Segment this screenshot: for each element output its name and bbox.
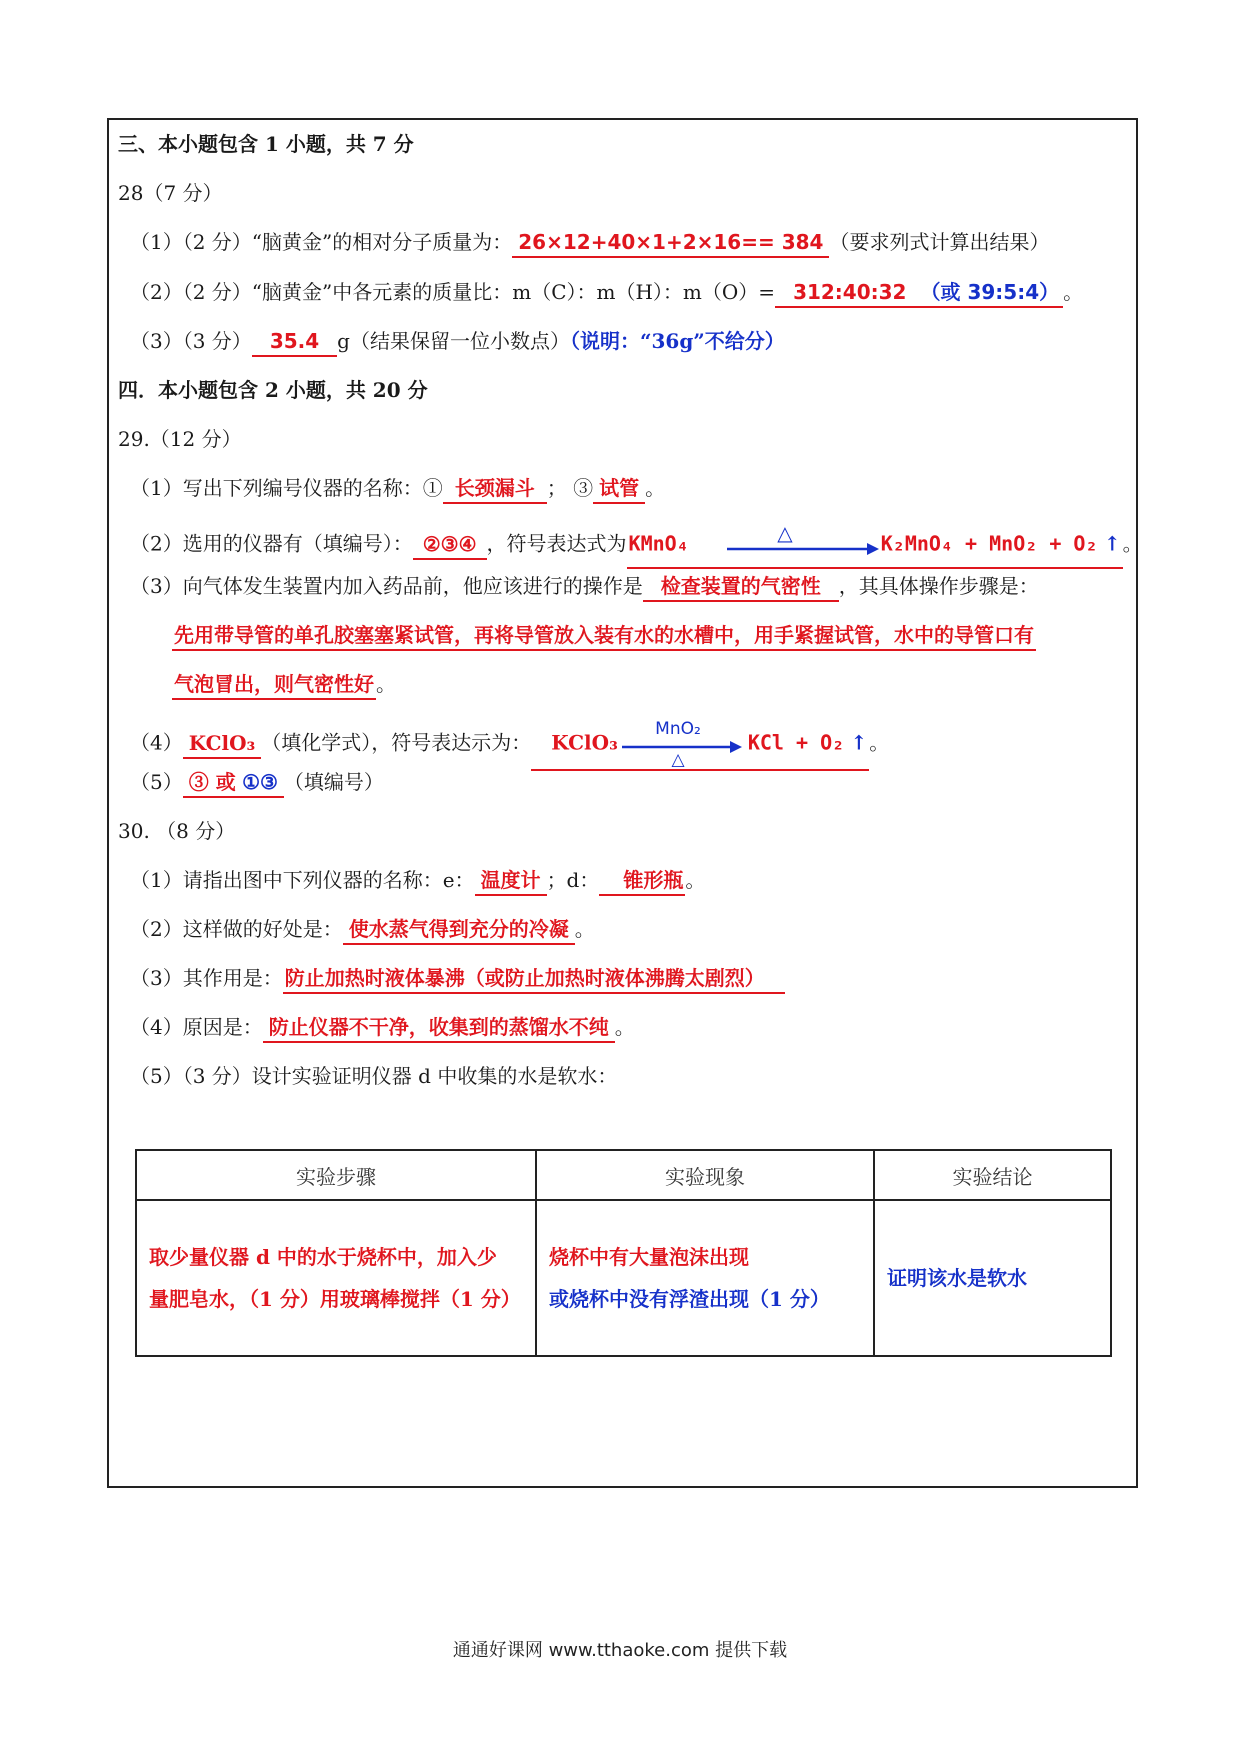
q30-p1-prefix: （1）请指出图中下列仪器的名称：e：	[130, 868, 475, 892]
q29-part3	[130, 572, 1130, 602]
table-cell-conclusion: 证明该水是软水	[874, 1200, 1111, 1356]
q28-p1-suffix: （要求列式计算出结果）	[829, 230, 1050, 254]
q28-part2	[130, 278, 1130, 308]
q28-p3-mid: g（结果保留一位小数点）	[337, 329, 570, 353]
q29-p5-answer-blue: ①③	[242, 770, 278, 794]
q29-part1	[130, 474, 1130, 504]
q29-p3-steps-text1: 先用带导管的单孔胶塞塞紧试管，再将导管放入装有水的水槽中，用手紧握试管，水中的导管口有	[172, 621, 1036, 651]
q29-p2-mid: ，符号表达式为	[486, 531, 627, 556]
q29-part2	[130, 523, 1143, 569]
q29-p1-answer2: 试管	[593, 474, 645, 504]
q29-p2-gas-up-icon: ↑	[1103, 531, 1121, 556]
q28-p3-note: （说明：“36g”不给分）	[569, 329, 785, 353]
q29-p5-prefix: （5）	[130, 770, 183, 794]
q28-p2-prefix: （2）（2 分）“脑黄金”中各元素的质量比：m（C）：m（H）：m（O）=	[130, 280, 776, 304]
q29-p4-answer: KClO₃	[183, 729, 262, 759]
q29-p5-answer-red: ③ 或	[188, 770, 236, 794]
q30-p1-mid: ；d：	[546, 868, 600, 892]
q30-p4-suffix: 。	[614, 1015, 635, 1039]
q29-p3-steps-line1	[172, 621, 1130, 651]
q29-p3-steps-end: 。	[376, 672, 396, 696]
q29-p5-answer	[183, 768, 284, 798]
q29-p4-products: KCl + O₂	[747, 730, 845, 755]
q30-number: 30. （8 分）	[118, 819, 236, 843]
q29-part4	[130, 719, 1130, 771]
q29-p4-prefix: （4）	[130, 730, 183, 755]
page-footer: 通通好课网 www.tthaoke.com 提供下载	[452, 1640, 788, 1661]
q29-p4-catalyst: MnO₂	[655, 719, 701, 739]
q29-p1-mid: ； ③	[546, 476, 594, 500]
q29-p4-reaction-arrow	[618, 719, 748, 769]
q29-number: 29.（12 分）	[118, 427, 242, 451]
q29-p2-equation	[627, 523, 1123, 569]
q29-p3-steps-text2: 气泡冒出，则气密性好	[172, 670, 376, 700]
q28-part1	[130, 228, 1130, 258]
q29-p1-suffix: 。	[645, 476, 666, 500]
q30-p4-answer: 防止仪器不干净，收集到的蒸馏水不纯	[263, 1013, 615, 1043]
q30-p1-answer2: 锥形瓶	[599, 866, 685, 896]
q29-p3-mid: ，其具体操作步骤是：	[838, 574, 1039, 598]
table-row	[136, 1200, 1111, 1356]
experiment-table	[135, 1149, 1112, 1357]
q30-part4	[130, 1013, 1130, 1043]
table-header-phenomenon: 实验现象	[536, 1150, 874, 1200]
q30-p2-suffix: 。	[574, 917, 595, 941]
q29-p4-suffix: 。	[869, 730, 890, 755]
q28-p3-answer: 35.4	[252, 327, 337, 357]
q30-p3-prefix: （3）其作用是：	[130, 966, 283, 990]
q30-p2-prefix: （2）这样做的好处是：	[130, 917, 343, 941]
q30-p2-answer: 使水蒸气得到充分的冷凝	[343, 915, 575, 945]
q28-p1-prefix: （1）（2 分）“脑黄金”的相对分子质量为：	[130, 230, 513, 254]
q28-number: 28（7 分）	[118, 181, 223, 205]
q29-p2-answer: ②③④	[413, 530, 487, 560]
q29-p4-condition: △	[671, 750, 685, 769]
table-phenomenon-line1: 烧杯中有大量泡沫出现	[549, 1245, 749, 1269]
q29-p2-suffix: 。	[1122, 531, 1143, 556]
q29-p4-mid: （填化学式），符号表达示为：	[261, 730, 532, 755]
q30-part1	[130, 866, 1130, 896]
q29-p3-prefix: （3）向气体发生装置内加入药品前，他应该进行的操作是	[130, 574, 643, 598]
table-steps-line1: 取少量仪器 d 中的水于烧杯中，加入少	[149, 1245, 497, 1269]
q28-part3	[130, 327, 1130, 357]
q30-part5: （5）（3 分）设计实验证明仪器 d 中收集的水是软水：	[130, 1064, 618, 1088]
q28-p1-answer: 26×12+40×1+2×16== 384	[512, 228, 829, 258]
section4-heading: 四．本小题包含 2 小题，共 20 分	[118, 378, 428, 402]
q29-p2-reactant: KMnO₄	[628, 531, 689, 556]
q29-p4-gas-up-icon: ↑	[850, 730, 868, 755]
q28-p2-answer-red: 312:40:32	[793, 280, 907, 304]
table-steps-line2: 量肥皂水，（1 分）用玻璃棒搅拌（1 分）	[149, 1287, 521, 1311]
table-header-steps: 实验步骤	[136, 1150, 536, 1200]
q29-p2-reaction-arrow	[689, 523, 881, 567]
q29-p2-prefix: （2）选用的仪器有（填编号）：	[130, 531, 413, 556]
table-phenomenon-line2: 或烧杯中没有浮渣出现（1 分）	[549, 1287, 830, 1311]
q29-part5	[130, 768, 1130, 798]
q30-part2	[130, 915, 1130, 945]
q29-p1-prefix: （1）写出下列编号仪器的名称：①	[130, 476, 443, 500]
q28-p2-answer-blue: （或 39:5:4）	[920, 280, 1060, 304]
table-cell-phenomenon	[536, 1200, 874, 1356]
table-header-conclusion: 实验结论	[874, 1150, 1111, 1200]
q30-p1-answer1: 温度计	[475, 866, 547, 896]
q29-p2-condition: △	[777, 523, 793, 545]
q28-p2-answer	[775, 278, 1063, 308]
q29-p2-products: K₂MnO₄ + MnO₂ + O₂	[880, 531, 1098, 556]
q29-p3-answer: 检查装置的气密性	[643, 572, 839, 602]
q29-p5-suffix: （填编号）	[283, 770, 384, 794]
q30-p3-answer: 防止加热时液体暴沸（或防止加热时液体沸腾太剧烈）	[283, 964, 785, 994]
q28-p2-suffix: 。	[1063, 280, 1084, 304]
q28-p3-prefix: （3）（3 分）	[130, 329, 252, 353]
q29-p1-answer1: 长颈漏斗	[443, 474, 547, 504]
q29-p3-steps-line2	[172, 670, 1130, 700]
q29-p4-equation	[531, 719, 869, 771]
q30-part3	[130, 964, 1130, 994]
q30-p4-prefix: （4）原因是：	[130, 1015, 263, 1039]
q30-p1-suffix: 。	[685, 868, 706, 892]
table-header-row	[136, 1150, 1111, 1200]
table-cell-steps	[136, 1200, 536, 1356]
section3-heading: 三、本小题包含 1 小题，共 7 分	[118, 132, 414, 156]
q29-p4-reactant: KClO₃	[551, 730, 618, 755]
